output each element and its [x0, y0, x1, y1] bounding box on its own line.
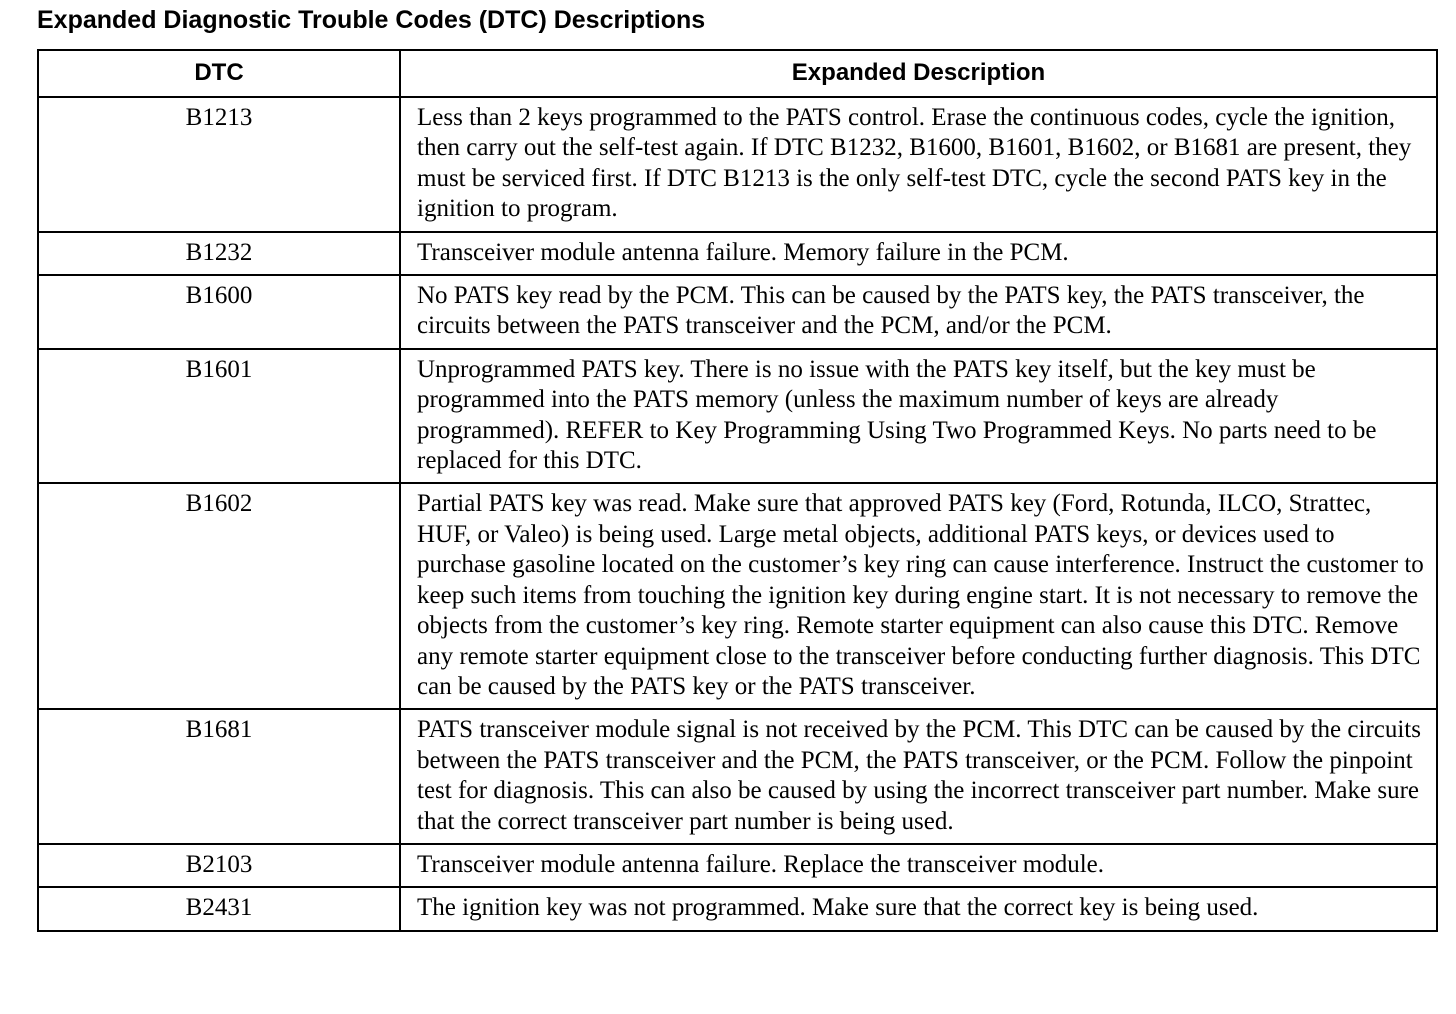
- table-row: [38, 887, 1437, 930]
- dtc-code-cell: B2431: [38, 887, 400, 930]
- dtc-description-cell: Transceiver module antenna failure. Replace the transceiver module.: [400, 844, 1437, 887]
- table-header-row: [38, 50, 1437, 97]
- table-row: [38, 709, 1437, 844]
- dtc-code-cell: B1681: [38, 709, 400, 844]
- dtc-description-cell: No PATS key read by the PCM. This can be caused by the PATS key, the PATS transceiver, the circuits between the PATS transceiver and the PCM, and/or the PCM.: [400, 275, 1437, 349]
- dtc-description-cell: Unprogrammed PATS key. There is no issue with the PATS key itself, but the key must be programmed into the PATS memory (unless the maximum number of keys are already programmed). REFER to Key Programming Using Two Programmed Keys. No parts need to be replaced for this DTC.: [400, 349, 1437, 484]
- table-row: [38, 349, 1437, 484]
- dtc-description-cell: PATS transceiver module signal is not received by the PCM. This DTC can be caused by the circuits between the PATS transceiver and the PCM, the PATS transceiver, or the PCM. Follow the pinpoint test for diagnosis. This can also be caused by using the incorrect transceiver part number. Make sure that the correct transceiver part number is being used.: [400, 709, 1437, 844]
- table-row: [38, 483, 1437, 709]
- dtc-code-cell: B1602: [38, 483, 400, 709]
- dtc-code-cell: B1213: [38, 97, 400, 232]
- dtc-code-cell: B2103: [38, 844, 400, 887]
- dtc-description-cell: Transceiver module antenna failure. Memory failure in the PCM.: [400, 232, 1437, 275]
- table-row: [38, 844, 1437, 887]
- dtc-code-cell: B1232: [38, 232, 400, 275]
- column-header-dtc: DTC: [38, 50, 400, 97]
- dtc-description-cell: Partial PATS key was read. Make sure that approved PATS key (Ford, Rotunda, ILCO, Strattec, HUF, or Valeo) is being used. Large metal objects, additional PATS keys, or devices used to purchase gasoline located on the customer’s key ring can cause interference. Instruct the customer to keep such items from touching the ignition key during engine start. It is not necessary to remove the objects from the customer’s key ring. Remote starter equipment can also cause this DTC. Remove any remote starter equipment close to the transceiver before conducting further diagnosis. This DTC can be caused by the PATS key or the PATS transceiver.: [400, 483, 1437, 709]
- column-header-description: Expanded Description: [400, 50, 1437, 97]
- dtc-code-cell: B1601: [38, 349, 400, 484]
- dtc-description-cell: Less than 2 keys programmed to the PATS control. Erase the continuous codes, cycle the ignition, then carry out the self-test again. If DTC B1232, B1600, B1601, B1602, or B1681 are present, they must be serviced first. If DTC B1213 is the only self-test DTC, cycle the second PATS key in the ignition to program.: [400, 97, 1437, 232]
- dtc-table: [37, 49, 1438, 932]
- page-title: Expanded Diagnostic Trouble Codes (DTC) Descriptions: [37, 6, 706, 34]
- table-row: [38, 97, 1437, 232]
- table-row: [38, 275, 1437, 349]
- dtc-code-cell: B1600: [38, 275, 400, 349]
- table-row: [38, 232, 1437, 275]
- dtc-description-cell: The ignition key was not programmed. Make sure that the correct key is being used.: [400, 887, 1437, 930]
